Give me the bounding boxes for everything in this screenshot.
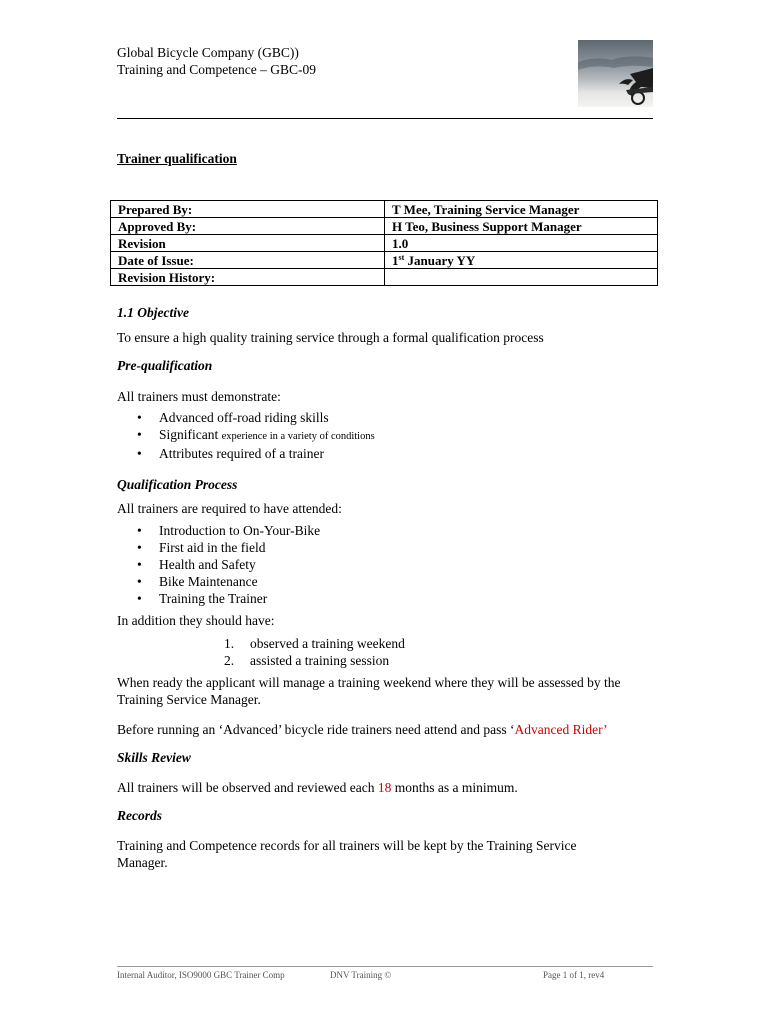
footer-right: Page 1 of 1, rev4	[543, 970, 605, 980]
skills-review-text: All trainers will be observed and reviewed each 18 months as a minimum.	[117, 780, 518, 795]
table-cell-label: Revision	[111, 235, 385, 252]
list-item: 2. assisted a training session	[224, 653, 390, 668]
skills-review-heading: Skills Review	[117, 750, 191, 765]
table-row	[111, 218, 658, 235]
cyclist-silhouette-icon	[578, 40, 653, 107]
addition-numbered-list	[224, 635, 405, 669]
bullet-icon: •	[137, 574, 142, 589]
bullet-icon: •	[137, 523, 142, 538]
list-number: 1.	[224, 636, 235, 651]
bullet-icon: •	[137, 410, 142, 425]
list-item: • Introduction to On-Your-Bike	[137, 523, 321, 538]
list-item: • Bike Maintenance	[137, 574, 258, 589]
list-item: • Health and Safety	[137, 557, 256, 572]
table-cell-label: Approved By:	[111, 218, 385, 235]
header-rule	[117, 118, 653, 119]
bullet-icon: •	[137, 591, 142, 606]
footer-rule	[117, 966, 653, 967]
table-cell-value: T Mee, Training Service Manager	[385, 201, 658, 218]
table-cell-value	[385, 252, 658, 269]
table-row	[111, 201, 658, 218]
table-cell-label: Date of Issue:	[111, 252, 385, 269]
table-row	[111, 252, 658, 269]
date-rest: January YY	[404, 252, 476, 268]
list-item: • Attributes required of a trainer	[137, 446, 324, 461]
header-doc-ref: Training and Competence – GBC-09	[117, 62, 316, 77]
cyclist-silhouette-photo	[578, 40, 653, 107]
table-row	[111, 269, 658, 286]
qualification-list	[117, 522, 320, 607]
footer-left: Internal Auditor, ISO9000 GBC Trainer Comp	[117, 970, 285, 980]
prequalification-list	[117, 409, 375, 462]
list-item: • First aid in the field	[137, 540, 266, 555]
list-item: • Advanced off-road riding skills	[137, 410, 329, 425]
table-row	[111, 235, 658, 252]
ready-paragraph: When ready the applicant will manage a training weekend where they will be assessed by the Training Service Manager.	[117, 675, 621, 707]
qualification-heading: Qualification Process	[117, 477, 238, 492]
page-title: Trainer qualification	[117, 151, 237, 166]
table-cell-value	[385, 269, 658, 286]
table-cell-value: H Teo, Business Support Manager	[385, 218, 658, 235]
bullet-icon: •	[137, 557, 142, 572]
bullet-icon: •	[137, 446, 142, 461]
addition-intro: In addition they should have:	[117, 613, 275, 628]
list-item: • Training the Trainer	[137, 591, 268, 606]
footer-center: DNV Training ©	[330, 970, 392, 980]
bullet-icon: •	[137, 427, 142, 442]
document-control-table	[110, 200, 658, 286]
list-number: 2.	[224, 653, 235, 668]
prequalification-heading: Pre-qualification	[117, 358, 213, 373]
bullet-icon: •	[137, 540, 142, 555]
table-cell-label: Prepared By:	[111, 201, 385, 218]
objective-heading: 1.1 Objective	[117, 305, 189, 320]
header-company: Global Bicycle Company (GBC))	[117, 45, 299, 60]
objective-text: To ensure a high quality training service through a formal qualification process	[117, 330, 544, 345]
date-day: 1	[392, 252, 399, 268]
advanced-paragraph: Before running an ‘Advanced’ bicycle ride trainers need attend and pass ‘Advanced Rider’	[117, 722, 608, 737]
records-text: Training and Competence records for all trainers will be kept by the Training Service Manager.	[117, 838, 577, 870]
qualification-intro: All trainers are required to have attended:	[117, 501, 342, 516]
records-heading: Records	[117, 808, 162, 823]
date-ordinal: st	[398, 252, 405, 262]
advanced-rider-highlight: Advanced Rider’	[514, 722, 608, 737]
table-cell-label: Revision History:	[111, 269, 385, 286]
months-highlight: 18	[377, 780, 392, 795]
list-item: 1. observed a training weekend	[224, 636, 405, 651]
table-cell-value: 1.0	[385, 235, 658, 252]
prequalification-intro: All trainers must demonstrate:	[117, 389, 281, 404]
list-item: • Significant experience in a variety of conditions	[137, 427, 375, 442]
